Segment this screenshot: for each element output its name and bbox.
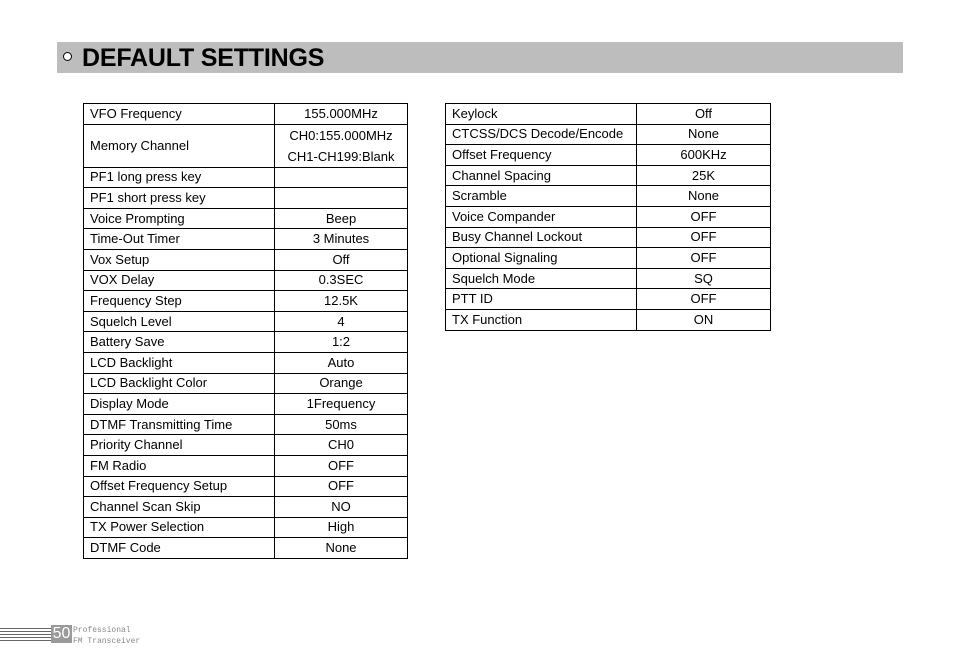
setting-name: Scramble (446, 186, 637, 207)
table-row (84, 352, 408, 373)
table-row (84, 167, 408, 188)
setting-name: Voice Compander (446, 206, 637, 227)
table-row (84, 455, 408, 476)
default-settings-table-left (83, 103, 408, 559)
setting-value (275, 188, 408, 209)
table-row (446, 145, 771, 166)
table-row (84, 414, 408, 435)
table-row (446, 248, 771, 269)
setting-value: Orange (275, 373, 408, 394)
setting-value: 50ms (275, 414, 408, 435)
table-row (84, 270, 408, 291)
footer-brand (73, 625, 140, 647)
section-banner (57, 42, 903, 73)
page-number: 50 (52, 625, 71, 642)
table-row (84, 291, 408, 312)
setting-name: TX Power Selection (84, 517, 275, 538)
setting-name: DTMF Transmitting Time (84, 414, 275, 435)
setting-value: CH0 (275, 435, 408, 456)
table-row (446, 268, 771, 289)
table-row (84, 332, 408, 353)
table-row (84, 208, 408, 229)
setting-value: OFF (637, 289, 771, 310)
table-row (84, 249, 408, 270)
setting-name: Priority Channel (84, 435, 275, 456)
setting-value: None (637, 124, 771, 145)
footer-brand-line-1: Professional (73, 626, 131, 635)
setting-value: Off (637, 104, 771, 125)
footer-brand-line-2: FM Transceiver (73, 637, 141, 646)
setting-value: 12.5K (275, 291, 408, 312)
setting-name: FM Radio (84, 455, 275, 476)
bullet-icon (63, 52, 72, 61)
table-row (446, 165, 771, 186)
table-row (84, 394, 408, 415)
default-settings-table-right (445, 103, 771, 331)
setting-name: Vox Setup (84, 249, 275, 270)
setting-name: Offset Frequency (446, 145, 637, 166)
table-row (84, 538, 408, 559)
setting-name: Frequency Step (84, 291, 275, 312)
setting-value: 25K (637, 165, 771, 186)
setting-value: OFF (275, 455, 408, 476)
table-row (446, 104, 771, 125)
setting-name: TX Function (446, 309, 637, 330)
table-row (84, 229, 408, 250)
setting-name: LCD Backlight Color (84, 373, 275, 394)
setting-value (275, 124, 408, 167)
table-row (84, 497, 408, 518)
setting-name: Time-Out Timer (84, 229, 275, 250)
table-row (84, 188, 408, 209)
setting-name: Squelch Mode (446, 268, 637, 289)
setting-value: OFF (275, 476, 408, 497)
table-row (84, 124, 408, 167)
table-row (446, 289, 771, 310)
setting-name: Channel Spacing (446, 165, 637, 186)
setting-value: 155.000MHz (275, 104, 408, 125)
setting-value: 0.3SEC (275, 270, 408, 291)
setting-name: PF1 long press key (84, 167, 275, 188)
setting-value: None (275, 538, 408, 559)
table-row (446, 206, 771, 227)
page-title: DEFAULT SETTINGS (82, 44, 325, 72)
setting-value: 600KHz (637, 145, 771, 166)
setting-value-line-1: CH0:155.000MHz (289, 127, 393, 143)
setting-value: Off (275, 249, 408, 270)
setting-value: OFF (637, 227, 771, 248)
setting-name: Offset Frequency Setup (84, 476, 275, 497)
table-row (84, 373, 408, 394)
table-row (446, 124, 771, 145)
setting-value: None (637, 186, 771, 207)
setting-value: ON (637, 309, 771, 330)
setting-name: Channel Scan Skip (84, 497, 275, 518)
setting-value: OFF (637, 206, 771, 227)
setting-value: SQ (637, 268, 771, 289)
setting-value: OFF (637, 248, 771, 269)
setting-name: Busy Channel Lockout (446, 227, 637, 248)
setting-value-line-2: CH1-CH199:Blank (287, 148, 395, 164)
table-row (446, 186, 771, 207)
setting-name: LCD Backlight (84, 352, 275, 373)
setting-value: Auto (275, 352, 408, 373)
table-row (84, 435, 408, 456)
setting-name: Voice Prompting (84, 208, 275, 229)
setting-name: PF1 short press key (84, 188, 275, 209)
setting-name: Display Mode (84, 394, 275, 415)
setting-name: PTT ID (446, 289, 637, 310)
setting-value: 1Frequency (275, 394, 408, 415)
setting-name: Memory Channel (84, 124, 275, 167)
setting-value: 1:2 (275, 332, 408, 353)
setting-value: 3 Minutes (275, 229, 408, 250)
table-row (84, 104, 408, 125)
setting-name: VFO Frequency (84, 104, 275, 125)
setting-name: CTCSS/DCS Decode/Encode (446, 124, 637, 145)
table-row (446, 227, 771, 248)
setting-value: High (275, 517, 408, 538)
setting-value: Beep (275, 208, 408, 229)
table-row (84, 311, 408, 332)
setting-name: Keylock (446, 104, 637, 125)
table-row (84, 517, 408, 538)
footer-rule (0, 628, 51, 643)
setting-value (275, 167, 408, 188)
table-row (446, 309, 771, 330)
setting-value: NO (275, 497, 408, 518)
table-row (84, 476, 408, 497)
setting-value: 4 (275, 311, 408, 332)
setting-name: DTMF Code (84, 538, 275, 559)
setting-name: VOX Delay (84, 270, 275, 291)
setting-name: Battery Save (84, 332, 275, 353)
setting-name: Squelch Level (84, 311, 275, 332)
setting-name: Optional Signaling (446, 248, 637, 269)
